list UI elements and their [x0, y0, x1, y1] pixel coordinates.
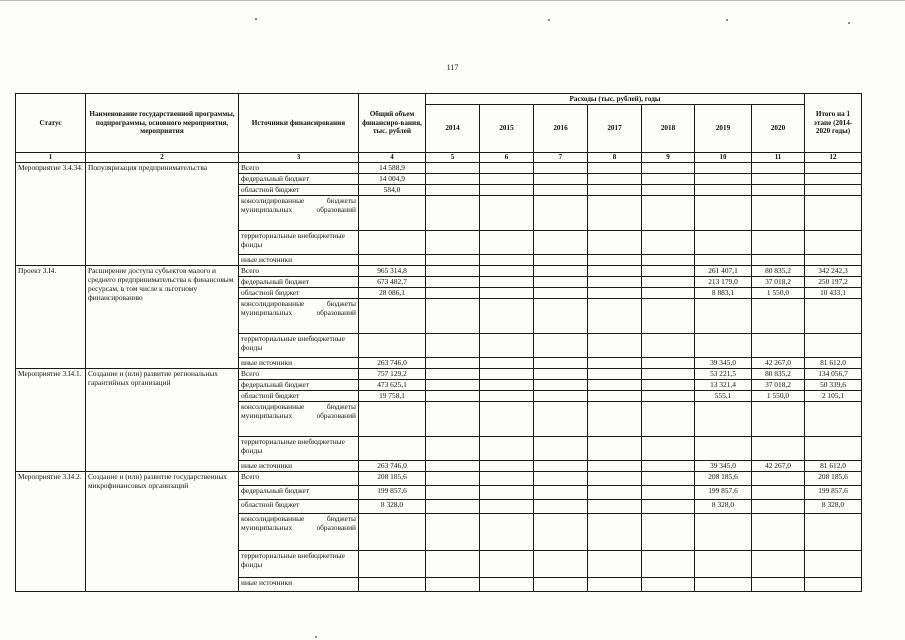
col-header-year: 2015 [480, 105, 534, 153]
total-cell: 19 758,1 [359, 390, 426, 401]
itogo-cell [805, 184, 862, 195]
year-2019-cell [695, 436, 752, 460]
year-cell-empty [588, 254, 642, 265]
year-cell-empty [588, 401, 642, 436]
col-header-year: 2020 [752, 105, 805, 153]
column-number: 9 [642, 153, 695, 163]
status-cell: Мероприятие 3.I4.1. [16, 368, 86, 471]
source-cell: федеральный бюджет [239, 379, 359, 390]
year-2019-cell: 199 857,6 [695, 485, 752, 499]
year-cell-empty [480, 357, 534, 368]
itogo-cell: 50 339,6 [805, 379, 862, 390]
year-cell-empty [480, 276, 534, 287]
year-cell-empty [480, 195, 534, 230]
year-2020-cell [752, 401, 805, 436]
col-header-year: 2016 [534, 105, 588, 153]
year-cell-empty [480, 230, 534, 254]
year-cell-empty [588, 230, 642, 254]
year-cell-empty [588, 577, 642, 591]
year-2019-cell [695, 254, 752, 265]
year-cell-empty [642, 184, 695, 195]
year-cell-empty [642, 460, 695, 471]
year-cell-empty [426, 401, 480, 436]
source-cell: федеральный бюджет [239, 173, 359, 184]
year-cell-empty [480, 401, 534, 436]
source-cell: территориальные внебюджетные фонды [239, 436, 359, 460]
year-cell-empty [480, 460, 534, 471]
itogo-cell [805, 230, 862, 254]
year-2020-cell: 1 550,0 [752, 390, 805, 401]
total-cell: 965 314,8 [359, 265, 426, 276]
year-2019-cell: 39 345,0 [695, 460, 752, 471]
year-cell-empty [480, 298, 534, 333]
year-cell-empty [426, 254, 480, 265]
total-cell [359, 195, 426, 230]
year-cell-empty [480, 513, 534, 550]
itogo-cell: 8 328,0 [805, 499, 862, 513]
year-cell-empty [480, 577, 534, 591]
itogo-cell [805, 254, 862, 265]
year-2019-cell [695, 162, 752, 173]
year-cell-empty [534, 333, 588, 357]
year-cell-empty [534, 230, 588, 254]
year-cell-empty [642, 265, 695, 276]
total-cell [359, 230, 426, 254]
year-cell-empty [534, 287, 588, 298]
name-cell: Популяризация предпринимательства [86, 162, 239, 265]
year-2020-cell [752, 436, 805, 460]
itogo-cell [805, 298, 862, 333]
itogo-cell: 199 857,6 [805, 485, 862, 499]
year-cell-empty [426, 513, 480, 550]
source-cell: иные источники [239, 357, 359, 368]
year-cell-empty [588, 184, 642, 195]
year-2020-cell [752, 485, 805, 499]
year-cell-empty [588, 485, 642, 499]
column-number: 4 [359, 153, 426, 163]
total-cell: 673 482,7 [359, 276, 426, 287]
year-cell-empty [480, 368, 534, 379]
table-row [16, 368, 862, 379]
status-cell: Мероприятие 3.4.34. [16, 162, 86, 265]
year-cell-empty [588, 195, 642, 230]
name-cell: Создание и (или) развитие государственных микрофинансовых организаций [86, 471, 239, 591]
year-cell-empty [642, 357, 695, 368]
source-cell: консолидированные бюджеты муниципальных образований [239, 298, 359, 333]
itogo-cell [805, 577, 862, 591]
itogo-cell [805, 173, 862, 184]
total-cell: 757 129,2 [359, 368, 426, 379]
total-cell: 263 746,0 [359, 357, 426, 368]
year-2020-cell: 37 018,2 [752, 276, 805, 287]
source-cell: иные источники [239, 577, 359, 591]
year-cell-empty [534, 460, 588, 471]
source-cell: консолидированные бюджеты муниципальных образований [239, 513, 359, 550]
source-cell: иные источники [239, 460, 359, 471]
year-cell-empty [642, 368, 695, 379]
col-header-year: 2014 [426, 105, 480, 153]
itogo-cell [805, 162, 862, 173]
year-cell-empty [642, 379, 695, 390]
year-cell-empty [534, 471, 588, 485]
total-cell: 263 746,0 [359, 460, 426, 471]
year-2019-cell [695, 550, 752, 577]
column-number: 1 [16, 153, 86, 163]
year-cell-empty [642, 513, 695, 550]
column-number: 8 [588, 153, 642, 163]
year-2020-cell [752, 254, 805, 265]
year-cell-empty [642, 471, 695, 485]
year-2020-cell [752, 298, 805, 333]
year-cell-empty [642, 287, 695, 298]
column-number: 7 [534, 153, 588, 163]
year-cell-empty [480, 485, 534, 499]
year-2020-cell [752, 184, 805, 195]
column-number: 2 [86, 153, 239, 163]
column-number: 10 [695, 153, 752, 163]
column-number: 11 [752, 153, 805, 163]
col-header-year: 2019 [695, 105, 752, 153]
scan-speck [255, 18, 257, 20]
total-cell: 199 857,6 [359, 485, 426, 499]
col-header-status: Статус [16, 94, 86, 153]
source-cell: федеральный бюджет [239, 485, 359, 499]
year-cell-empty [480, 333, 534, 357]
total-cell [359, 513, 426, 550]
total-cell: 28 086,1 [359, 287, 426, 298]
year-cell-empty [588, 333, 642, 357]
column-number: 5 [426, 153, 480, 163]
total-cell: 14 588,9 [359, 162, 426, 173]
year-cell-empty [426, 230, 480, 254]
itogo-cell [805, 333, 862, 357]
table-body [16, 153, 862, 592]
status-cell: Проект 3.I4. [16, 265, 86, 368]
year-cell-empty [480, 390, 534, 401]
year-cell-empty [588, 513, 642, 550]
year-cell-empty [426, 162, 480, 173]
itogo-cell [805, 550, 862, 577]
itogo-cell [805, 195, 862, 230]
itogo-cell: 208 185,6 [805, 471, 862, 485]
year-cell-empty [534, 379, 588, 390]
source-cell: областной бюджет [239, 390, 359, 401]
table-row [16, 265, 862, 276]
total-cell: 473 625,1 [359, 379, 426, 390]
year-cell-empty [534, 162, 588, 173]
year-2019-cell [695, 173, 752, 184]
year-cell-empty [426, 485, 480, 499]
year-cell-empty [480, 162, 534, 173]
year-cell-empty [426, 460, 480, 471]
year-cell-empty [642, 436, 695, 460]
year-2020-cell [752, 471, 805, 485]
year-2019-cell [695, 230, 752, 254]
year-cell-empty [642, 390, 695, 401]
year-cell-empty [534, 357, 588, 368]
year-cell-empty [588, 471, 642, 485]
year-cell-empty [642, 276, 695, 287]
source-cell: территориальные внебюджетные фонды [239, 550, 359, 577]
table-row [16, 162, 862, 173]
year-cell-empty [642, 173, 695, 184]
col-header-year: 2018 [642, 105, 695, 153]
year-2019-cell: 13 321,4 [695, 379, 752, 390]
total-cell [359, 550, 426, 577]
year-cell-empty [480, 379, 534, 390]
year-cell-empty [426, 184, 480, 195]
year-cell-empty [588, 368, 642, 379]
year-cell-empty [426, 287, 480, 298]
year-cell-empty [426, 276, 480, 287]
year-2019-cell: 555,1 [695, 390, 752, 401]
col-header-expenses: Расходы (тыс. рублей), годы [426, 94, 805, 105]
year-cell-empty [588, 460, 642, 471]
itogo-cell [805, 436, 862, 460]
scan-speck [548, 19, 550, 21]
year-cell-empty [426, 333, 480, 357]
total-cell [359, 577, 426, 591]
source-cell: Всего [239, 265, 359, 276]
year-cell-empty [642, 401, 695, 436]
year-2019-cell [695, 298, 752, 333]
column-number: 6 [480, 153, 534, 163]
col-header-itogo: Итого на 1 этапе (2014-2020 годы) [805, 94, 862, 153]
year-cell-empty [534, 195, 588, 230]
year-cell-empty [642, 195, 695, 230]
year-2020-cell: 1 550,0 [752, 287, 805, 298]
total-cell [359, 333, 426, 357]
total-cell [359, 254, 426, 265]
year-cell-empty [426, 577, 480, 591]
year-cell-empty [588, 390, 642, 401]
year-cell-empty [534, 265, 588, 276]
source-cell: областной бюджет [239, 184, 359, 195]
year-2020-cell: 37 018,2 [752, 379, 805, 390]
total-cell: 208 185,6 [359, 471, 426, 485]
year-cell-empty [480, 184, 534, 195]
year-2019-cell [695, 195, 752, 230]
source-cell: консолидированные бюджеты муниципальных образований [239, 195, 359, 230]
itogo-cell: 250 197,2 [805, 276, 862, 287]
year-cell-empty [426, 173, 480, 184]
year-2020-cell: 42 267,0 [752, 460, 805, 471]
year-2019-cell [695, 184, 752, 195]
source-cell: Всего [239, 162, 359, 173]
scan-speck [848, 22, 850, 24]
year-cell-empty [426, 436, 480, 460]
year-cell-empty [588, 162, 642, 173]
column-number-row [16, 153, 862, 163]
year-cell-empty [426, 368, 480, 379]
source-cell: консолидированные бюджеты муниципальных образований [239, 401, 359, 436]
year-cell-empty [480, 436, 534, 460]
col-header-year: 2017 [588, 105, 642, 153]
year-2020-cell [752, 513, 805, 550]
total-cell [359, 401, 426, 436]
scan-speck [315, 636, 317, 638]
year-cell-empty [534, 550, 588, 577]
col-header-sources: Источники финансирования [239, 94, 359, 153]
year-2019-cell [695, 333, 752, 357]
year-cell-empty [480, 499, 534, 513]
year-cell-empty [642, 577, 695, 591]
year-cell-empty [642, 298, 695, 333]
table-row [16, 471, 862, 485]
year-2019-cell: 8 883,1 [695, 287, 752, 298]
year-2020-cell [752, 173, 805, 184]
year-cell-empty [588, 173, 642, 184]
year-cell-empty [426, 550, 480, 577]
year-cell-empty [588, 379, 642, 390]
year-cell-empty [480, 471, 534, 485]
year-cell-empty [426, 499, 480, 513]
year-2019-cell: 261 407,1 [695, 265, 752, 276]
status-cell: Мероприятие 3.I4.2. [16, 471, 86, 591]
year-cell-empty [642, 550, 695, 577]
year-cell-empty [642, 230, 695, 254]
year-2020-cell: 42 267,0 [752, 357, 805, 368]
year-2020-cell [752, 577, 805, 591]
year-cell-empty [588, 276, 642, 287]
source-cell: Всего [239, 471, 359, 485]
year-cell-empty [534, 254, 588, 265]
source-cell: территориальные внебюджетные фонды [239, 333, 359, 357]
column-number: 12 [805, 153, 862, 163]
year-cell-empty [588, 287, 642, 298]
itogo-cell: 81 612,0 [805, 460, 862, 471]
financing-table [15, 93, 862, 592]
itogo-cell: 2 105,1 [805, 390, 862, 401]
name-cell: Расширение доступа субъектов малого и среднего предпринимательства к финансовым ресурсам, в том числе к льготному финансированию [86, 265, 239, 368]
year-cell-empty [588, 357, 642, 368]
year-cell-empty [642, 162, 695, 173]
year-cell-empty [534, 298, 588, 333]
itogo-cell: 342 242,3 [805, 265, 862, 276]
source-cell: областной бюджет [239, 499, 359, 513]
total-cell: 14 004,9 [359, 173, 426, 184]
year-cell-empty [534, 173, 588, 184]
year-cell-empty [534, 577, 588, 591]
year-cell-empty [588, 436, 642, 460]
total-cell: 584,0 [359, 184, 426, 195]
year-cell-empty [480, 287, 534, 298]
year-cell-empty [588, 298, 642, 333]
year-cell-empty [426, 471, 480, 485]
year-cell-empty [534, 485, 588, 499]
year-cell-empty [426, 379, 480, 390]
name-cell: Создание и (или) развитие региональных гарантийных организаций [86, 368, 239, 471]
scan-speck [726, 19, 728, 21]
year-2019-cell: 208 185,6 [695, 471, 752, 485]
total-cell: 8 328,0 [359, 499, 426, 513]
year-2020-cell: 80 835,2 [752, 265, 805, 276]
year-2020-cell [752, 195, 805, 230]
year-cell-empty [426, 265, 480, 276]
year-2019-cell: 39 345,0 [695, 357, 752, 368]
year-2019-cell [695, 577, 752, 591]
total-cell [359, 436, 426, 460]
total-cell [359, 298, 426, 333]
year-cell-empty [588, 265, 642, 276]
year-cell-empty [534, 401, 588, 436]
year-2019-cell: 53 221,5 [695, 368, 752, 379]
year-2020-cell [752, 230, 805, 254]
year-2020-cell [752, 333, 805, 357]
scan-edge-line [0, 0, 905, 1]
year-2020-cell [752, 162, 805, 173]
itogo-cell: 81 612,0 [805, 357, 862, 368]
source-cell: федеральный бюджет [239, 276, 359, 287]
year-cell-empty [480, 550, 534, 577]
itogo-cell: 10 433,1 [805, 287, 862, 298]
year-cell-empty [426, 195, 480, 230]
itogo-cell: 134 056,7 [805, 368, 862, 379]
itogo-cell [805, 513, 862, 550]
year-cell-empty [534, 390, 588, 401]
year-2020-cell [752, 550, 805, 577]
year-cell-empty [426, 390, 480, 401]
year-cell-empty [642, 485, 695, 499]
col-header-total: Общий объем финансиро-вания, тыс. рублей [359, 94, 426, 153]
year-2019-cell: 8 328,0 [695, 499, 752, 513]
year-cell-empty [534, 499, 588, 513]
year-cell-empty [534, 436, 588, 460]
year-cell-empty [588, 499, 642, 513]
itogo-cell [805, 401, 862, 436]
col-header-name: Наименование государственной программы, подпрограммы, основного мероприятия, мероприятия [86, 94, 239, 153]
year-2019-cell [695, 401, 752, 436]
year-cell-empty [426, 357, 480, 368]
year-2020-cell: 80 835,2 [752, 368, 805, 379]
column-number: 3 [239, 153, 359, 163]
source-cell: территориальные внебюджетные фонды [239, 230, 359, 254]
table-header [16, 94, 862, 153]
year-cell-empty [426, 298, 480, 333]
year-cell-empty [480, 254, 534, 265]
year-cell-empty [480, 173, 534, 184]
year-cell-empty [534, 513, 588, 550]
page-number: 117 [446, 63, 459, 72]
year-cell-empty [642, 333, 695, 357]
year-2019-cell: 213 179,0 [695, 276, 752, 287]
year-cell-empty [480, 265, 534, 276]
year-cell-empty [534, 276, 588, 287]
year-cell-empty [642, 254, 695, 265]
year-cell-empty [534, 184, 588, 195]
source-cell: областной бюджет [239, 287, 359, 298]
year-cell-empty [642, 499, 695, 513]
year-cell-empty [534, 368, 588, 379]
source-cell: иные источники [239, 254, 359, 265]
year-2019-cell [695, 513, 752, 550]
year-2020-cell [752, 499, 805, 513]
year-cell-empty [588, 550, 642, 577]
source-cell: Всего [239, 368, 359, 379]
